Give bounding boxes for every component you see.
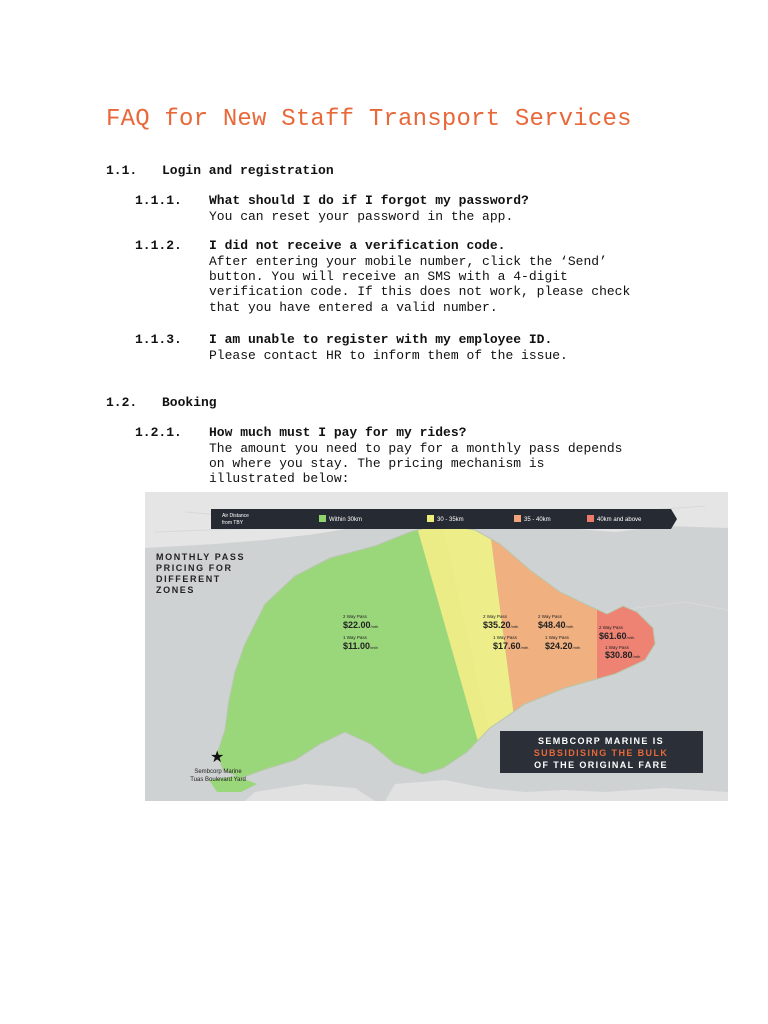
legend-swatch-orange (514, 515, 521, 522)
svg-text:1 Way Pass: 1 Way Pass (493, 635, 517, 640)
star-icon: ★ (210, 747, 225, 766)
svg-text:$30.80/mth: $30.80/mth (605, 650, 641, 660)
question-forgot-password (135, 193, 529, 208)
svg-text:1 Way Pass: 1 Way Pass (605, 645, 629, 650)
svg-text:2 Way Pass: 2 Way Pass (538, 614, 562, 619)
map-heading-line: ZONES (156, 585, 196, 595)
answer-line: illustrated below: (209, 471, 350, 487)
question-ride-price (135, 425, 466, 440)
section-number: 1.2. (106, 395, 138, 410)
section-title: Booking (162, 395, 217, 410)
banner-line: SUBSIDISING THE BULK (533, 748, 669, 758)
question-text: I am unable to register with my employee ID. (209, 332, 553, 347)
map-heading-line: MONTHLY PASS (156, 552, 246, 562)
svg-text:$24.20/mth: $24.20/mth (545, 641, 581, 651)
answer-line: that you have entered a valid number. (209, 299, 498, 315)
yard-label: Tuas Boulevard Yard (190, 777, 246, 783)
yard-label: Sembcorp Marine (194, 769, 242, 775)
svg-text:2 Way Pass: 2 Way Pass (343, 614, 367, 619)
question-text: How much must I pay for my rides? (209, 425, 467, 440)
question-number: 1.1.2. (135, 238, 182, 253)
legend-swatch-yellow (427, 515, 434, 522)
page-title: FAQ for New Staff Transport Services (106, 106, 632, 133)
answer-line: verification code. If this does not work, please check (209, 284, 631, 300)
answer-line: Please contact HR to inform them of the issue. (209, 348, 568, 363)
answer-verification-code (209, 254, 630, 315)
legend-title: from TBY (222, 520, 244, 526)
section-title: Login and registration (162, 163, 334, 178)
subsidy-banner-text (534, 736, 669, 770)
map-heading-line: PRICING FOR (156, 563, 233, 573)
svg-text:$22.00/mth: $22.00/mth (343, 620, 379, 630)
pricing-map-svg (145, 492, 728, 801)
question-number: 1.1.1. (135, 193, 182, 208)
question-number: 1.1.3. (135, 332, 182, 347)
svg-text:1 Way Pass: 1 Way Pass (545, 635, 569, 640)
section-heading-login (106, 163, 334, 178)
banner-line: OF THE ORIGINAL FARE (534, 760, 668, 770)
legend-swatch-red (587, 515, 594, 522)
answer-line: button. You will receive an SMS with a 4-digit (209, 269, 568, 285)
question-verification-code (135, 238, 505, 253)
legend-title: Air Distance (222, 513, 249, 519)
svg-text:$61.60/mth: $61.60/mth (599, 631, 635, 641)
svg-text:$48.40/mth: $48.40/mth (538, 620, 574, 630)
pricing-map (145, 492, 728, 801)
section-heading-booking (106, 395, 217, 410)
answer-line: The amount you need to pay for a monthly pass depends (209, 441, 623, 456)
legend-label: 35 - 40km (524, 517, 551, 523)
answer-line: You can reset your password in the app. (209, 209, 514, 224)
svg-text:2 Way Pass: 2 Way Pass (599, 625, 623, 630)
answer-line: After entering your mobile number, click the ‘Send’ (209, 254, 607, 269)
legend-swatch-green (319, 515, 326, 522)
answer-forgot-password (209, 209, 513, 224)
answer-line: on where you stay. The pricing mechanism is (209, 456, 545, 472)
svg-text:2 Way Pass: 2 Way Pass (483, 614, 507, 619)
legend-label: 30 - 35km (437, 517, 464, 523)
svg-text:$17.60/mth: $17.60/mth (493, 641, 529, 651)
map-heading-line: DIFFERENT (156, 574, 221, 584)
question-text: What should I do if I forgot my password? (209, 193, 529, 208)
section-number: 1.1. (106, 163, 138, 178)
legend-label: Within 30km (329, 517, 363, 523)
question-text: I did not receive a verification code. (209, 238, 506, 253)
question-employee-id (135, 332, 552, 347)
svg-text:$35.20/mth: $35.20/mth (483, 620, 519, 630)
question-number: 1.2.1. (135, 425, 182, 440)
answer-employee-id (209, 348, 568, 363)
legend-label: 40km and above (597, 517, 642, 523)
answer-ride-price (209, 441, 622, 487)
svg-text:$11.00/mth: $11.00/mth (343, 641, 378, 651)
svg-text:1 Way Pass: 1 Way Pass (343, 635, 367, 640)
banner-line: SEMBCORP MARINE IS (537, 736, 665, 746)
